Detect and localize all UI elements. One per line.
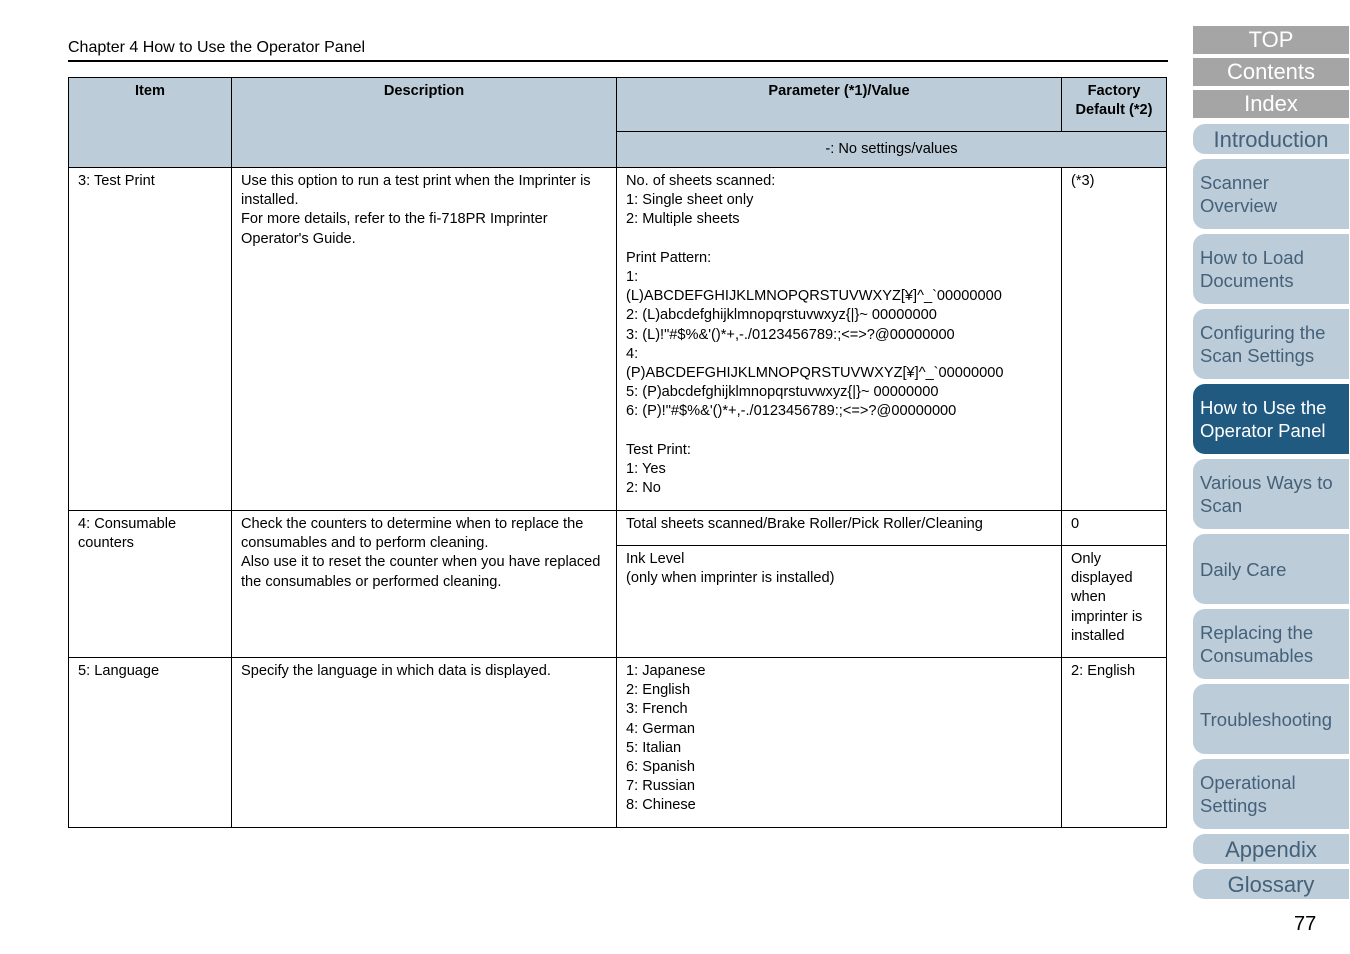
nav-tab-how-to-load[interactable]: How to Load Documents: [1193, 234, 1349, 304]
row-description: Specify the language in which data is displayed.: [232, 658, 617, 828]
row-item: 5: Language: [69, 658, 232, 828]
header-rule: [68, 60, 1168, 62]
table-row: [69, 511, 1167, 546]
table-row: [69, 168, 1167, 511]
nav-tab-operator-panel[interactable]: How to Use the Operator Panel: [1193, 384, 1349, 454]
nav-tab-scanner-overview[interactable]: Scanner Overview: [1193, 159, 1349, 229]
nav-top-button[interactable]: TOP: [1193, 26, 1349, 54]
header-factory-default: Factory Default (*2): [1062, 78, 1167, 132]
settings-table: [68, 77, 1167, 828]
header-no-settings-note: -: No settings/values: [617, 132, 1167, 168]
nav-tab-configuring[interactable]: Configuring the Scan Settings: [1193, 309, 1349, 379]
table-row: [69, 658, 1167, 828]
row-item: 4: Consumable counters: [69, 511, 232, 658]
row-parameter: Total sheets scanned/Brake Roller/Pick Roller/Cleaning: [617, 511, 1062, 546]
row-description: Check the counters to determine when to replace the consumables and to perform cleaning. Also use it to reset the counter when you have replaced the consumables or performed cleaning.: [232, 511, 617, 658]
row-parameter: No. of sheets scanned: 1: Single sheet only 2: Multiple sheets Print Pattern: 1: (L)ABCDEFGHIJKLMNOPQRSTUVWXYZ[¥]^_`00000000 2: (L)abcdefghijklmnopqrstuvwxyz{|}~ 00000000 3: (L)!"#$%&'()*+,-./0123456789:;<=>?@00000000 4: (P)ABCDEFGHIJKLMNOPQRSTUVWXYZ[¥]^_`00000000 5: (P)abcdefghijklmnopqrstuvwxyz{|}~ 00000000 6: (P)!"#$%&'()*+,-./0123456789:;<=>?@00000000 Test Print: 1: Yes 2: No: [617, 168, 1062, 511]
row-parameter: Ink Level (only when imprinter is installed): [617, 546, 1062, 658]
row-factory-default: (*3): [1062, 168, 1167, 511]
row-parameter: 1: Japanese 2: English 3: French 4: German 5: Italian 6: Spanish 7: Russian 8: Chinese: [617, 658, 1062, 828]
nav-tab-glossary[interactable]: Glossary: [1193, 869, 1349, 899]
row-factory-default: 0: [1062, 511, 1167, 546]
nav-contents-button[interactable]: Contents: [1193, 58, 1349, 86]
row-description: Use this option to run a test print when the Imprinter is installed. For more details, refer to the fi-718PR Imprinter Operator's Guide.: [232, 168, 617, 511]
header-item: Item: [69, 78, 232, 168]
nav-tab-daily-care[interactable]: Daily Care: [1193, 534, 1349, 604]
row-item: 3: Test Print: [69, 168, 232, 511]
nav-tab-replacing[interactable]: Replacing the Consumables: [1193, 609, 1349, 679]
nav-tab-introduction[interactable]: Introduction: [1193, 124, 1349, 154]
nav-tab-appendix[interactable]: Appendix: [1193, 834, 1349, 864]
nav-index-button[interactable]: Index: [1193, 90, 1349, 118]
row-factory-default: Only displayed when imprinter is installed: [1062, 546, 1167, 658]
header-description: Description: [232, 78, 617, 168]
nav-tab-various-ways[interactable]: Various Ways to Scan: [1193, 459, 1349, 529]
nav-tab-troubleshooting[interactable]: Troubleshooting: [1193, 684, 1349, 754]
page-number: 77: [1294, 913, 1317, 935]
chapter-title: Chapter 4 How to Use the Operator Panel: [68, 39, 366, 56]
header-parameter: Parameter (*1)/Value: [617, 78, 1062, 132]
row-factory-default: 2: English: [1062, 658, 1167, 828]
nav-tab-operational-settings[interactable]: Operational Settings: [1193, 759, 1349, 829]
